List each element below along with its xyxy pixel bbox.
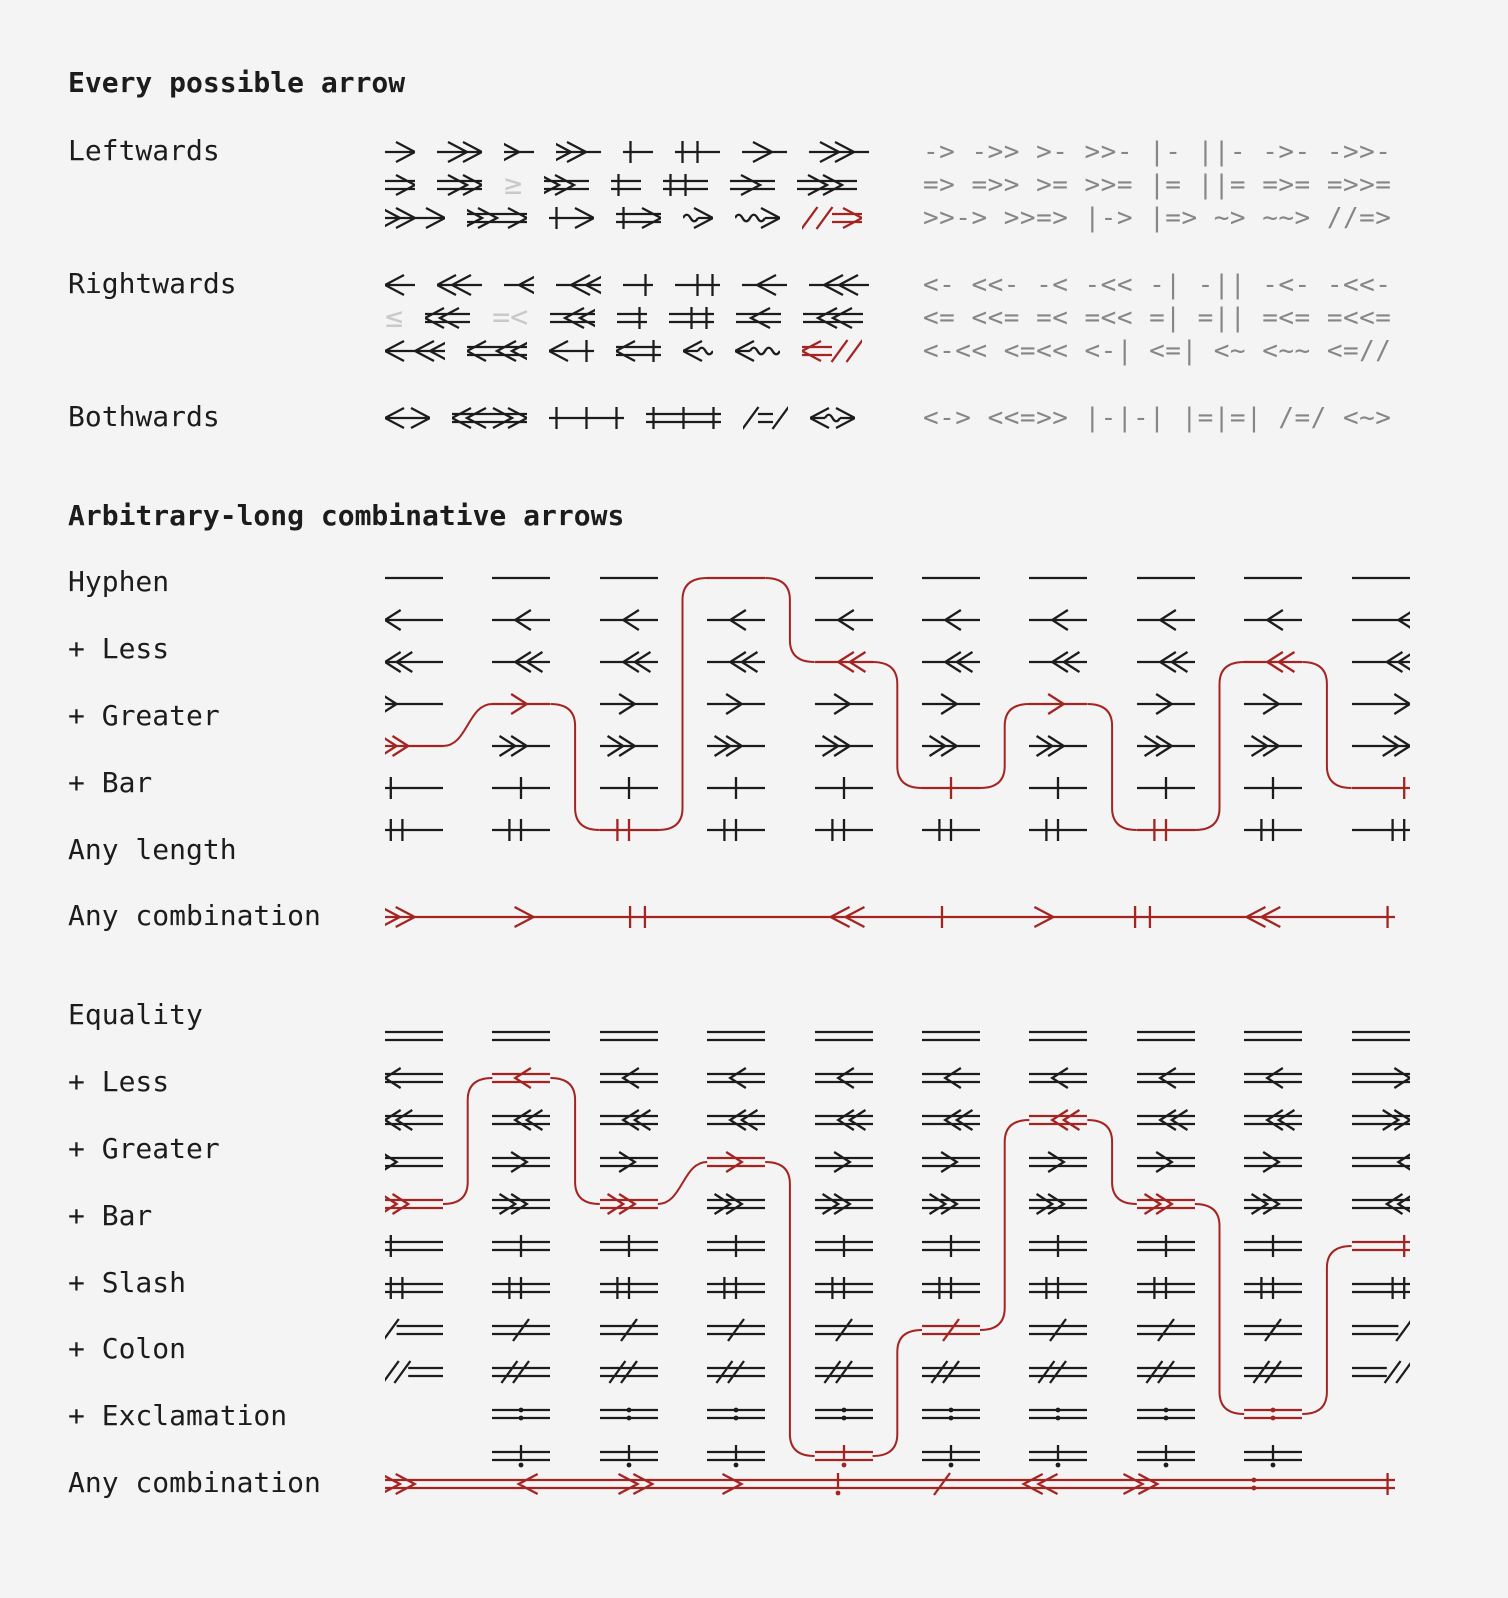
grid-cell-arrow [1137, 1441, 1195, 1471]
grid-cell-arrow [385, 647, 443, 677]
arrow-glyph [646, 403, 721, 433]
red-connector-path [443, 704, 492, 746]
grid-cell-arrow [600, 1231, 658, 1261]
grid-cell-arrow [922, 1147, 980, 1177]
grid-cell-arrow [707, 1063, 765, 1093]
red-connector-path [550, 704, 599, 830]
non-arrow-ligature: =< [492, 300, 529, 335]
grid-cell-arrow [707, 1105, 765, 1135]
grid-cell-arrow [815, 1357, 873, 1387]
grid-cell-arrow [1244, 1231, 1302, 1261]
grid-cell-arrow [1137, 1105, 1195, 1135]
arrow-glyph [385, 403, 430, 433]
grid-cell-arrow [600, 1399, 658, 1429]
grid-cell-arrow [707, 1231, 765, 1261]
grid-cell-arrow [815, 1063, 873, 1093]
grid-cell-arrow [1244, 1357, 1302, 1387]
grid-cell-arrow [1137, 689, 1195, 719]
grid-cell-arrow [815, 1105, 873, 1135]
grid-cell-arrow [1352, 1021, 1410, 1051]
arrow-glyph [675, 270, 720, 300]
red-connector-path [1195, 662, 1244, 830]
grid-cell-arrow-red [815, 647, 873, 677]
ascii-sequence-line: <-<< <=<< <-| <=| <~ <~~ <=// [923, 336, 1392, 366]
arrow-glyph [743, 403, 788, 433]
grid-cell-arrow [600, 563, 658, 593]
grid-cell-arrow [1352, 1273, 1410, 1303]
arrow-glyph [617, 303, 647, 333]
grid-cell-arrow [1029, 563, 1087, 593]
grid-cell-arrow [385, 773, 443, 803]
grid-cell-arrow [385, 815, 443, 845]
grid-cell-arrow [492, 1147, 550, 1177]
grid-cell-arrow-red [707, 1147, 765, 1177]
arrow-glyph [425, 303, 470, 333]
non-arrow-ligature: ≤ [385, 300, 404, 335]
grid-cell-arrow [492, 1441, 550, 1471]
grid-cell-arrow [1352, 815, 1410, 845]
grid-cell-arrow [492, 1357, 550, 1387]
arrow-glyph [616, 203, 661, 233]
arrow-glyph [549, 203, 594, 233]
grid-cell-arrow [600, 773, 658, 803]
grid-cell-arrow [1244, 1315, 1302, 1345]
arrow-group-label: Bothwards [68, 400, 220, 434]
arrow-glyph [544, 170, 589, 200]
grid-row-label: Any length [68, 833, 237, 867]
grid-cell-arrow [492, 731, 550, 761]
grid-cell-arrow [1137, 1273, 1195, 1303]
grid-cell-arrow [1029, 1273, 1087, 1303]
grid-cell-arrow-red [492, 1063, 550, 1093]
arrow-glyph [623, 137, 653, 167]
grid-cell-arrow [1137, 1147, 1195, 1177]
grid-cell-arrow [815, 1147, 873, 1177]
grid-cell-arrow [1029, 1063, 1087, 1093]
grid-cell-arrow [815, 1231, 873, 1261]
arrow-glyph [683, 203, 713, 233]
grid-cell-arrow [492, 1021, 550, 1051]
grid-cell-arrow [815, 1189, 873, 1219]
grid-cell-arrow [385, 689, 443, 719]
grid-cell-arrow [1244, 1021, 1302, 1051]
grid-cell-arrow [707, 1441, 765, 1471]
grid-cell-arrow [1244, 815, 1302, 845]
grid-cell-arrow [1029, 815, 1087, 845]
grid-cell-arrow [385, 1147, 443, 1177]
arrow-glyph [663, 170, 708, 200]
grid-cell-arrow [1029, 1189, 1087, 1219]
arrow-glyph [437, 270, 482, 300]
grid-cell-arrow [1029, 605, 1087, 635]
grid-cell-arrow-red [1137, 815, 1195, 845]
arrow-glyph [623, 270, 653, 300]
grid-cell-arrow [600, 731, 658, 761]
grid-cell-arrow [492, 605, 550, 635]
grid-cell-arrow [1244, 1063, 1302, 1093]
red-connector-path [1087, 704, 1136, 830]
grid-cell-arrow [922, 1189, 980, 1219]
grid-row-label: + Exclamation [68, 1399, 288, 1433]
grid-cell-arrow [600, 1273, 658, 1303]
grid-cell-arrow-red [922, 1315, 980, 1345]
grid-cell-arrow [385, 563, 443, 593]
arrow-glyph-row [385, 403, 855, 433]
grid-cell-arrow [922, 605, 980, 635]
grid-cell-arrow [922, 731, 980, 761]
grid-cell-arrow [1029, 1315, 1087, 1345]
grid-cell-arrow [1244, 1105, 1302, 1135]
section-title-combinative-arrows: Arbitrary-long combinative arrows [68, 499, 625, 532]
grid-cell-arrow [922, 1357, 980, 1387]
grid-cell-arrow [600, 1021, 658, 1051]
grid-cell-arrow [815, 1021, 873, 1051]
arrow-glyph-row [385, 270, 869, 300]
grid-cell-arrow [600, 1063, 658, 1093]
grid-cell-arrow [1244, 689, 1302, 719]
grid-cell-arrow [815, 689, 873, 719]
grid-cell-arrow [492, 563, 550, 593]
arrow-glyph [735, 203, 780, 233]
arrow-glyph [742, 137, 787, 167]
grid-cell-arrow-red [385, 731, 443, 761]
grid-cell-arrow [600, 1357, 658, 1387]
red-connector-path [1302, 1246, 1351, 1414]
grid-cell-arrow [922, 563, 980, 593]
arrow-glyph [385, 137, 415, 167]
ascii-sequence-line: => =>> >= >>= |= ||= =>= =>>= [923, 170, 1392, 200]
grid-row-label: + Less [68, 632, 170, 666]
grid-cell-arrow [707, 1021, 765, 1051]
grid-cell-arrow [1244, 563, 1302, 593]
grid-cell-arrow [707, 605, 765, 635]
arrow-glyph-row [385, 137, 869, 167]
arrow-glyph [385, 170, 415, 200]
grid-cell-arrow [600, 1315, 658, 1345]
grid-cell-arrow [1244, 605, 1302, 635]
grid-cell-arrow-red [1352, 1231, 1410, 1261]
grid-cell-arrow [492, 1399, 550, 1429]
grid-cell-arrow-red [600, 1189, 658, 1219]
grid-cell-arrow [385, 1231, 443, 1261]
grid-cell-arrow [707, 815, 765, 845]
grid-row-label: + Slash [68, 1266, 187, 1300]
arrow-group-label: Leftwards [68, 134, 220, 168]
red-connector-path [765, 578, 814, 662]
grid-cell-arrow [1137, 731, 1195, 761]
arrow-glyph [385, 336, 445, 366]
grid-cell-arrow [815, 731, 873, 761]
grid-cell-arrow-red [1244, 647, 1302, 677]
grid-cell-arrow [922, 1273, 980, 1303]
grid-cell-arrow-red [492, 689, 550, 719]
arrow-glyph [556, 270, 601, 300]
arrow-glyph [809, 270, 869, 300]
grid-row-label: Equality [68, 998, 203, 1032]
arrow-glyph [550, 303, 595, 333]
arrow-glyph [437, 137, 482, 167]
grid-cell-arrow [492, 647, 550, 677]
grid-cell-arrow [1137, 1357, 1195, 1387]
grid-cell-arrow [1244, 1189, 1302, 1219]
grid-cell-arrow [707, 1399, 765, 1429]
grid-cell-arrow [385, 1063, 443, 1093]
grid-cell-arrow [492, 1231, 550, 1261]
arrow-glyph-red [802, 203, 862, 233]
grid-cell-arrow [922, 647, 980, 677]
arrow-glyph [504, 137, 534, 167]
arrow-glyph [683, 336, 713, 366]
grid-cell-arrow [815, 815, 873, 845]
grid-cell-arrow [922, 1105, 980, 1135]
grid-cell-arrow [922, 1021, 980, 1051]
grid-cell-arrow [600, 689, 658, 719]
arrow-glyph [616, 336, 661, 366]
grid-cell-arrow [492, 1273, 550, 1303]
grid-cell-arrow [1137, 647, 1195, 677]
grid-cell-arrow [1352, 605, 1410, 635]
grid-cell-arrow [492, 1105, 550, 1135]
grid-cell-arrow [1244, 1441, 1302, 1471]
grid-cell-arrow [922, 815, 980, 845]
arrow-glyph [385, 270, 415, 300]
grid-cell-arrow [600, 1105, 658, 1135]
grid-cell-arrow-red [1029, 689, 1087, 719]
grid-cell-arrow [1029, 1231, 1087, 1261]
grid-cell-arrow [1029, 1441, 1087, 1471]
grid-cell-arrow [1352, 1147, 1410, 1177]
section-title-every-possible-arrow: Every possible arrow [68, 66, 406, 99]
grid-cell-arrow [1029, 1357, 1087, 1387]
grid-cell-arrow [385, 1021, 443, 1051]
arrow-glyph [797, 170, 857, 200]
arrow-glyph [504, 270, 534, 300]
red-connector-path [443, 1078, 492, 1204]
grid-cell-arrow [815, 605, 873, 635]
grid-cell-arrow [1137, 1231, 1195, 1261]
arrow-glyph-row [385, 336, 862, 366]
grid-cell-arrow [1244, 773, 1302, 803]
grid-cell-arrow-red [707, 563, 765, 593]
arrow-glyph [803, 303, 863, 333]
grid-row-label: + Bar [68, 1199, 153, 1233]
red-connector-path [873, 662, 922, 788]
red-connector-path [1087, 1120, 1136, 1204]
grid-cell-arrow [1029, 1147, 1087, 1177]
arrow-glyph [809, 137, 869, 167]
ascii-sequence-line: -> ->> >- >>- |- ||- ->- ->>- [923, 137, 1392, 167]
arrow-glyph-row [385, 300, 863, 335]
grid-cell-arrow [1352, 647, 1410, 677]
grid-row-label: + Greater [68, 1132, 220, 1166]
grid-cell-arrow [1352, 731, 1410, 761]
arrow-glyph-row [385, 167, 857, 202]
arrow-glyph [675, 137, 720, 167]
grid-cell-arrow [492, 773, 550, 803]
grid-cell-arrow [815, 563, 873, 593]
grid-cell-arrow [707, 689, 765, 719]
red-connector-path [658, 1162, 707, 1204]
red-connector-path [1302, 662, 1351, 788]
arrow-glyph [549, 336, 594, 366]
grid-cell-arrow [1352, 1315, 1410, 1345]
grid-cell-arrow [600, 647, 658, 677]
grid-cell-arrow [1137, 1063, 1195, 1093]
any-combination-arrow [385, 902, 1395, 932]
grid-cell-arrow [1029, 773, 1087, 803]
grid-cell-arrow [1029, 647, 1087, 677]
grid-cell-arrow [707, 731, 765, 761]
grid-cell-arrow [600, 1147, 658, 1177]
red-connector-path [658, 578, 707, 830]
grid-cell-arrow [492, 815, 550, 845]
grid-row-label: + Greater [68, 699, 220, 733]
grid-cell-arrow [1137, 773, 1195, 803]
arrow-glyph-red [802, 336, 862, 366]
grid-cell-arrow [922, 1441, 980, 1471]
grid-cell-arrow [1029, 1021, 1087, 1051]
grid-cell-arrow [385, 605, 443, 635]
arrow-glyph [611, 170, 641, 200]
grid-cell-arrow-red [1244, 1399, 1302, 1429]
grid-cell-arrow [1244, 731, 1302, 761]
grid-cell-arrow [1137, 1021, 1195, 1051]
grid-cell-arrow [1029, 731, 1087, 761]
red-connector-path [765, 1162, 814, 1456]
grid-cell-arrow [707, 647, 765, 677]
red-connector-path [980, 1120, 1029, 1330]
grid-cell-arrow-red [1137, 1189, 1195, 1219]
grid-cell-arrow-red [922, 773, 980, 803]
grid-cell-arrow [385, 1357, 443, 1387]
grid-cell-arrow-red [600, 815, 658, 845]
non-arrow-ligature: ≥ [504, 167, 523, 202]
grid-cell-arrow [815, 773, 873, 803]
arrow-glyph [452, 403, 527, 433]
grid-cell-arrow [707, 1357, 765, 1387]
red-connector-path [980, 704, 1029, 788]
grid-cell-arrow [600, 1441, 658, 1471]
grid-cell-arrow [707, 1189, 765, 1219]
grid-cell-arrow [492, 1315, 550, 1345]
grid-cell-arrow [1137, 1399, 1195, 1429]
arrow-glyph [467, 336, 527, 366]
arrow-glyph [549, 403, 624, 433]
grid-row-label: Any combination [68, 899, 321, 933]
arrow-glyph [735, 336, 780, 366]
grid-row-label: Hyphen [68, 565, 170, 599]
grid-cell-arrow [1352, 1063, 1410, 1093]
grid-cell-arrow [1352, 1105, 1410, 1135]
grid-cell-arrow [385, 1105, 443, 1135]
ascii-sequence-line: <= <<= =< =<< =| =|| =<= =<<= [923, 303, 1392, 333]
arrow-glyph [437, 170, 482, 200]
arrow-glyph [556, 137, 601, 167]
grid-cell-arrow [492, 1189, 550, 1219]
grid-row-label: Any combination [68, 1466, 321, 1500]
arrow-glyph [669, 303, 714, 333]
grid-cell-arrow [815, 1315, 873, 1345]
grid-row-label: + Colon [68, 1332, 187, 1366]
ascii-sequence-line: <-> <<=>> |-|-| |=|=| /=/ <~> [923, 403, 1392, 433]
grid-cell-arrow-red [385, 1189, 443, 1219]
grid-cell-arrow-red [815, 1441, 873, 1471]
grid-cell-arrow-red [1352, 773, 1410, 803]
grid-cell-arrow [1352, 563, 1410, 593]
arrow-glyph [385, 203, 445, 233]
arrow-glyph [467, 203, 527, 233]
grid-cell-arrow [385, 1315, 443, 1345]
red-connector-path [1195, 1204, 1244, 1414]
grid-cell-arrow [922, 1231, 980, 1261]
grid-cell-arrow [1029, 1399, 1087, 1429]
grid-cell-arrow [1137, 563, 1195, 593]
arrow-glyph [810, 403, 855, 433]
ascii-sequence-line: <- <<- -< -<< -| -|| -<- -<<- [923, 270, 1392, 300]
grid-row-label: + Less [68, 1065, 170, 1099]
arrow-glyph [730, 170, 775, 200]
grid-row-label: + Bar [68, 766, 153, 800]
grid-cell-arrow [1244, 1273, 1302, 1303]
grid-cell-arrow [1137, 605, 1195, 635]
grid-cell-arrow [1352, 689, 1410, 719]
grid-cell-arrow [385, 1273, 443, 1303]
arrow-glyph [736, 303, 781, 333]
grid-cell-arrow [922, 1399, 980, 1429]
arrow-glyph-row [385, 203, 862, 233]
grid-cell-arrow [707, 1315, 765, 1345]
red-connector-path [873, 1330, 922, 1456]
arrow-group-label: Rightwards [68, 267, 237, 301]
arrow-glyph [742, 270, 787, 300]
grid-cell-arrow [707, 1273, 765, 1303]
grid-cell-arrow [1352, 1189, 1410, 1219]
red-connector-path [550, 1078, 599, 1204]
grid-cell-arrow [815, 1399, 873, 1429]
grid-cell-arrow [1352, 1357, 1410, 1387]
grid-cell-arrow [922, 689, 980, 719]
grid-cell-arrow-red [1029, 1105, 1087, 1135]
grid-cell-arrow [922, 1063, 980, 1093]
grid-cell-arrow [1137, 1315, 1195, 1345]
grid-cell-arrow [815, 1273, 873, 1303]
ascii-sequence-line: >>-> >>=> |-> |=> ~> ~~> //=> [923, 203, 1392, 233]
grid-cell-arrow [707, 773, 765, 803]
grid-cell-arrow [1244, 1147, 1302, 1177]
any-combination-arrow [385, 1469, 1395, 1499]
grid-cell-arrow [600, 605, 658, 635]
